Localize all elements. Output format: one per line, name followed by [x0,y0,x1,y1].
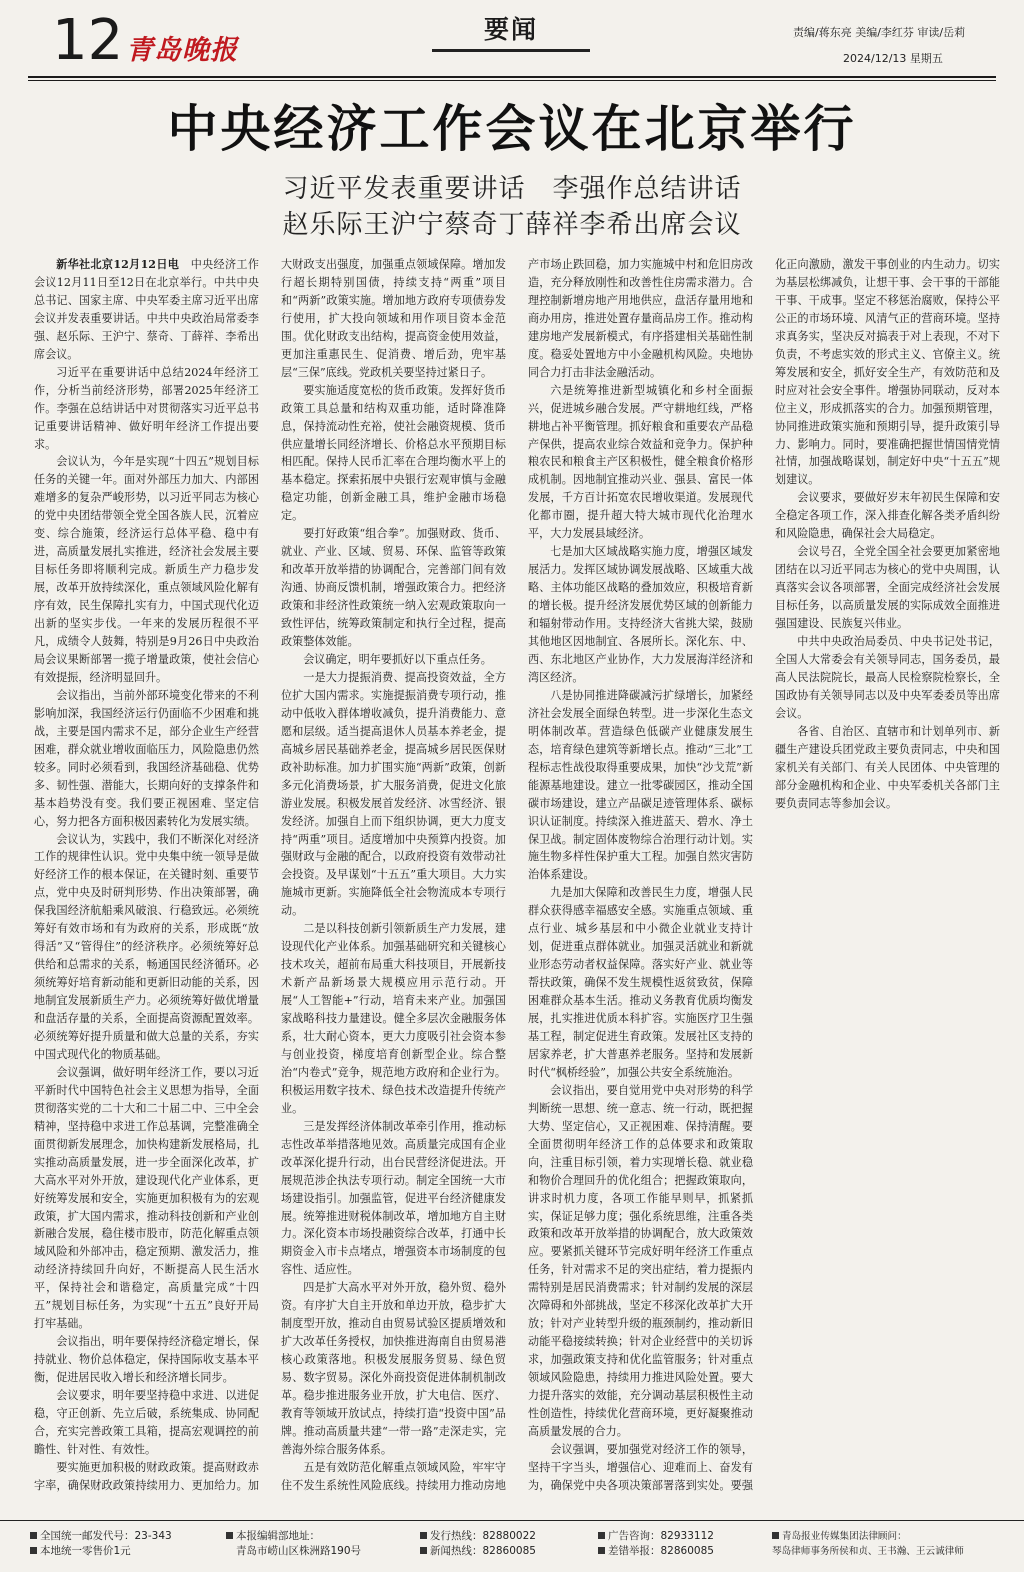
paragraph-list [34,256,1000,1512]
legal-counsel: 琴岛律师事务所侯和贞、王书瀚、王云诚律师 [772,1546,964,1557]
article-paragraph: 八是协同推进降碳减污扩绿增长，加紧经济社会发展全面绿色转型。进一步深化生态文明体制改革。营造绿色低碳产业健康发展生态，培育绿色建筑等新增长点。推动“三北”工程标志性战役取得重要成果，加快“沙戈荒”新能源基地建设。建立一批零碳园区，推动全国碳市场建设，建立产品碳足迹管理体系、碳标识认证制度。持续深入推进蓝天、碧水、净土保卫战。制定固体废物综合治理行动计划。实施生物多样性保护重大工程。加强自然灾害防治体系建设。 [528,688,753,882]
square-bullet-icon [420,1547,427,1554]
article-paragraph: 会议认为，今年是实现“十四五”规划目标任务的关键一年。面对外部压力加大、内部困难增多的复杂严峻形势，以习近平同志为核心的党中央团结带领全党全国各族人民，沉着应变、综合施策，经济运行总体平稳、稳中有进，高质量发展扎实推进，经济社会发展主要目标任务即将顺利完成。新质生产力稳步发展，改革开放持续深化，重点领域风险化解有序有效，民生保障扎实有力，中国式现代化迈出新的坚实步伐。一年来的发展历程很不平凡，成绩令人鼓舞，特别是9月26日中央政治局会议果断部署一揽子增量政策，使社会信心有效提振，经济明显回升。 [34,455,259,684]
lead-paragraph [34,256,259,364]
article-body [34,256,1000,1512]
masthead [0,0,1024,82]
article-paragraph: 七是加大区域战略实施力度，增强区域发展活力。发挥区域协调发展战略、区域重大战略、主体功能区战略的叠加效应，积极培育新的增长极。提升经济发展优势区域的创新能力和辐射带动作用。支持经济大省挑大梁，鼓励其他地区因地制宜、各展所长。深化东、中、西、东北地区产业协作，大力发展海洋经济和湾区经济。 [528,545,753,684]
masthead-rule [28,76,996,78]
article-paragraph: 习近平在重要讲话中总结2024年经济工作，分析当前经济形势，部署2025年经济工作。李强在总结讲话中对贯彻落实习近平总书记重要讲话精神、做好明年经济工作提出要求。 [34,365,259,451]
article-paragraph: 四是扩大高水平对外开放，稳外贸、稳外资。有序扩大自主开放和单边开放，稳步扩大制度型开放，推动自由贸易试验区提质增效和扩大改革任务授权，加快推进海南自由贸易港核心政策落地。积极发展服务贸易、绿色贸易、数字贸易。深化外商投资促进体制机制改革。稳步推进服务业开放，扩大电信、医疗、教育等领域开放试点，持续打造“投资中国”品牌。推动高质量共建“一带一路”走深走实，完善海外综合服务体系。 [281,1281,506,1456]
ad-inquiry: 广告咨询：82933112 [608,1530,714,1542]
square-bullet-icon [772,1532,779,1539]
section-name: 要闻 [483,15,538,44]
article-paragraph: 会议要求，要做好岁末年初民生保障和安全稳定各项工作，深入排查化解各类矛盾纠纷和风险隐患，确保社会大局稳定。 [775,491,1000,541]
article-paragraph: 六是统筹推进新型城镇化和乡村全面振兴，促进城乡融合发展。严守耕地红线，严格耕地占补平衡管理。抓好粮食和重要农产品稳产保供，提高农业综合效益和竞争力。保护种粮农民和粮食主产区积极性，健全粮食价格形成机制。因地制宜推动兴业、强县、富民一体发展，千方百计拓宽农民增收渠道。发展现代化都市圈，提升超大特大城市现代化治理水平，大力发展县域经济。 [528,383,753,541]
article-paragraph: 会议确定，明年要抓好以下重点任务。 [303,652,492,666]
article-paragraph: 要实施更加积极的财政政策。提高财政赤字率，确保财政政策持续用力、更加给力。加大财政支出强度，加强重点领域保障。增加发行超长期特别国债，持续支持“两重”项目和“两新”政策实施。增加地方政府专项债券发行使用，扩大投向领域和用作项目资本金范围。优化财政支出结构，提高资金使用效益，更加注重惠民生、促消费、增后劲，兜牢基层“三保”底线。党政机关要坚持过紧日子。 [34,258,506,1492]
square-bullet-icon [30,1547,37,1554]
editor-credits: 责编/蒋东亮 美编/李红芬 审读/岳莉 [793,26,966,39]
footer-inquiries [598,1529,714,1559]
retail-price: 本地统一零售价1元 [40,1545,131,1557]
footer-hotlines [420,1529,536,1559]
footer-legal [772,1529,1017,1559]
article-paragraph: 中共中央政治局委员、中央书记处书记，全国人大常委会有关领导同志，国务委员，最高人民法院院长，最高人民检察院检察长，全国政协有关领导同志以及中央军委委员等出席会议。 [775,635,1000,720]
square-bullet-icon [598,1532,605,1539]
section-header [432,8,590,52]
article-paragraph: 会议号召，全党全国全社会要更加紧密地团结在以习近平同志为核心的党中央周围，认真落实会议各项部署，全面完成经济社会发展目标任务，以高质量发展的实际成效全面推进强国建设、民族复兴伟业。 [775,545,1000,631]
square-bullet-icon [598,1547,605,1554]
complaint-hotline: 差错举报：82860085 [608,1545,714,1557]
address-label: 本报编辑部地址： [236,1530,320,1542]
article-headline: 中央经济工作会议在北京举行 [167,100,857,158]
article-paragraph: 会议强调，要加强党对经济工作的领导，坚持干字当头，增强信心、迎难而上、奋发有为，确保党中央各项决策部署落到实处。要强化正向激励，激发干事创业的内生动力。切实为基层松绑减负，让想干事、会干事的干部能干事、干成事。坚定不移惩治腐败，保持公平公正的市场环境、风清气正的营商环境。坚持求真务实，坚决反对搞表于对上表现，不对下负责，不考虑实效的形式主义、官僚主义。统筹发展和安全，抓好安全生产，有效防范和及时应对社会安全事件。增强协同联动，反对本位主义，形成抓落实的合力。加强预期管理，协同推进政策实施和预期引导，提升政策引导力、影响力。同时，要准确把握世情国情党情社情，加强战略谋划，制定好中央“十五五”规划建议。 [528,258,1000,1492]
article-subhead-2: 赵乐际王沪宁蔡奇丁薛祥李希出席会议 [282,210,742,240]
article-paragraph: 会议指出，当前外部环境变化带来的不利影响加深，我国经济运行仍面临不少困难和挑战，主要是国内需求不足，部分企业生产经营困难，群众就业增收面临压力，风险隐患仍然较多。同时必须看到，我国经济基础稳、优势多、韧性强、潜能大，长期向好的支撑条件和基本趋势没有变。我们要正视困难、坚定信心，努力把各方面积极因素转化为发展实绩。 [34,688,259,828]
article-paragraph: 五是有效防范化解重点领域风险，牢牢守住不发生系统性风险底线。持续用力推动房地产市场止跌回稳，加力实施城中村和危旧房改造，充分释放刚性和改善性住房需求潜力。合理控制新增房地产用地供应，盘活存量用地和商办用房，推进处置存量商品房工作。推动构建房地产发展新模式，有序搭建相关基础性制度。稳妥处置地方中小金融机构风险。央地协同合力打击非法金融活动。 [281,258,753,1492]
masthead-rule-thin [28,80,996,81]
distribution-hotline: 发行热线：82880022 [430,1530,536,1542]
square-bullet-icon [420,1532,427,1539]
article-paragraph: 会议要求，明年要坚持稳中求进、以进促稳，守正创新、先立后破，系统集成、协同配合，充实完善政策工具箱，提高宏观调控的前瞻性、针对性、有效性。 [34,1389,259,1456]
address: 青岛市崂山区株洲路190号 [236,1545,362,1557]
newspaper-logo: 青岛晚报 [126,35,238,66]
article-paragraph: 二是以科技创新引领新质生产力发展，建设现代化产业体系。加强基础研究和关键核心技术攻关，超前布局重大科技项目，开展新技术新产品新场景大规模应用示范行动。开展“人工智能+”行动，培育未来产业。加强国家战略科技力量建设。健全多层次金融服务体系，壮大耐心资本，更大力度吸引社会资本参与创业投资，梯度培育创新型企业。综合整治“内卷式”竞争，规范地方政府和企业行为。积极运用数字技术、绿色技术改造提升传统产业。 [281,922,506,1115]
square-bullet-icon [226,1532,233,1539]
article-paragraph: 会议强调，做好明年经济工作，要以习近平新时代中国特色社会主义思想为指导，全面贯彻落实党的二十大和二十届二中、三中全会精神，坚持稳中求进工作总基调，完整准确全面贯彻新发展理念，加快构建新发展格局，扎实推动高质量发展，进一步全面深化改革，扩大高水平对外开放，建设现代化产业体系，更好统筹发展和安全，实施更加积极有为的宏观政策，扩大国内需求，推动科技创新和产业创新融合发展，稳住楼市股市，防范化解重点领域风险和外部冲击，稳定预期、激发活力，推动经济持续回升向好，不断提高人民生活水平，保持社会和谐稳定，高质量完成“十四五”规划目标任务，为实现“十五五”良好开局打牢基础。 [34,1065,259,1331]
postal-code: 全国统一邮发代号：23-343 [40,1530,172,1542]
article-paragraph: 要实施适度宽松的货币政策。发挥好货币政策工具总量和结构双重功能，适时降准降息，保持流动性充裕，使社会融资规模、货币供应量增长同经济增长、价格总水平预期目标相匹配。保持人民币汇率在合理均衡水平上的基本稳定。探索拓展中央银行宏观审慎与金融稳定功能，创新金融工具，维护金融市场稳定。 [281,383,506,523]
article-paragraph: 会议指出，要自觉用党中央对形势的科学判断统一思想、统一意志、统一行动，既把握大势、坚定信心，又正视困难、保持清醒。要全面贯彻明年经济工作的总体要求和政策取向，注重目标引领，着力实现增长稳、就业稳和物价合理回升的优化组合；把握政策取向，讲求时机力度，各项工作能早则早，抓紧抓实，保证足够力度；强化系统思维，注重各类政策和改革开放举措的协调配合，放大政策效应。要紧抓关键环节完成好明年经济工作重点任务，针对需求不足的突出症结，着力提振内需特别是居民消费需求；针对制约发展的深层次障碍和外部挑战，坚定不移深化改革扩大开放；针对产业转型升级的瓶颈制约，推动新旧动能平稳接续转换；针对企业经营中的关切诉求，加强政策支持和优化监管服务；针对重点领域风险隐患，持续用力推进风险处置。要大力提升落实的效能，充分调动基层积极性主动性创造性，持续优化营商环境，更好凝聚推动高质量发展的合力。 [528,1083,753,1438]
footer-postal [30,1529,172,1559]
legal-counsel-label: 青岛报业传媒集团法律顾问： [782,1531,907,1542]
article-paragraph: 要打好政策“组合拳”。加强财政、货币、就业、产业、区域、贸易、环保、监管等政策和改革开放举措的协调配合，完善部门间有效沟通、协商反馈机制，增强政策合力。把经济政策和非经济性政策统一纳入宏观政策取向一致性评估，统筹政策制定和执行全过程，提高政策整体效能。 [281,527,506,649]
article-paragraph: 会议指出，明年要保持经济稳定增长，保持就业、物价总体稳定，保持国际收支基本平衡，促进居民收入增长和经济增长同步。 [34,1335,259,1385]
article-paragraph: 会议认为，实践中，我们不断深化对经济工作的规律性认识。党中央集中统一领导是做好经济工作的根本保证，在关键时刻、重要节点，党中央及时研判形势、作出决策部署，确保我国经济航船乘风破浪、行稳致远。必须统筹好有效市场和有为政府的关系，形成既“放得活”又“管得住”的经济秩序。必须统筹好总供给和总需求的关系，畅通国民经济循环。必须统筹好培育新动能和更新旧动能的关系，因地制宜发展新质生产力。必须统筹好做优增量和盘活存量的关系，全面提高资源配置效率。必须统筹好提升质量和做大总量的关系，夯实中国式现代化的物质基础。 [34,832,259,1061]
square-bullet-icon [30,1532,37,1539]
news-hotline: 新闻热线：82860085 [430,1545,536,1557]
lead-text: 中央经济工作会议12月11日至12日在北京举行。中共中央总书记、国家主席、中央军委主席习近平出席会议并发表重要讲话。中共中央政治局常委李强、赵乐际、王沪宁、蔡奇、丁薛祥、李希出席会议。 [34,258,259,361]
dateline: 新华社北京12月12日电 [56,258,180,271]
page-number: 12 [52,8,124,73]
page-footer [0,1520,1024,1572]
article-paragraph: 九是加大保障和改善民生力度，增强人民群众获得感幸福感安全感。实施重点领域、重点行业、城乡基层和中小微企业就业支持计划，促进重点群体就业。加强灵活就业和新就业形态劳动者权益保障。落实好产业、就业等帮扶政策，确保不发生规模性返贫致贫，保障困难群众基本生活。推动义务教育优质均衡发展，扎实推进优质本科扩容。实施医疗卫生强基工程，制定促进生育政策。发展社区支持的居家养老，扩大普惠养老服务。坚持和发展新时代“枫桥经验”，加强公共安全系统施治。 [528,886,753,1079]
article-paragraph: 三是发挥经济体制改革牵引作用，推动标志性改革举措落地见效。高质量完成国有企业改革深化提升行动，出台民营经济促进法。开展规范涉企执法专项行动。制定全国统一大市场建设指引。加强监管，促进平台经济健康发展。统筹推进财税体制改革，增加地方自主财力。深化资本市场投融资综合改革，打通中长期资金入市卡点堵点，增强资本市场制度的包容性、适应性。 [281,1119,506,1277]
article-paragraph: 一是大力提振消费、提高投资效益，全方位扩大国内需求。实施提振消费专项行动，推动中低收入群体增收减负，提升消费能力、意愿和层级。适当提高退休人员基本养老金，提高城乡居民基础养老金，提高城乡居民医保财政补助标准。加力扩围实施“两新”政策，创新多元化消费场景，扩大服务消费，促进文化旅游业发展。积极发展首发经济、冰雪经济、银发经济。加强自上而下组织协调，更大力度支持“两重”项目。适度增加中央预算内投资。加强财政与金融的配合，以政府投资有效带动社会投资。及早谋划“十五五”重大项目。大力实施城市更新。实施降低全社会物流成本专项行动。 [281,670,506,918]
article-subhead-1: 习近平发表重要讲话 李强作总结讲话 [282,174,742,204]
article-paragraph: 各省、自治区、直辖市和计划单列市、新疆生产建设兵团党政主要负责同志，中央和国家机关有关部门、有关人民团体、中央管理的部分金融机构和企业、中央军委机关各部门主要负责同志等参加会议。 [775,724,1000,810]
footer-address [226,1529,361,1559]
publication-date: 2024/12/13 星期五 [843,52,943,65]
